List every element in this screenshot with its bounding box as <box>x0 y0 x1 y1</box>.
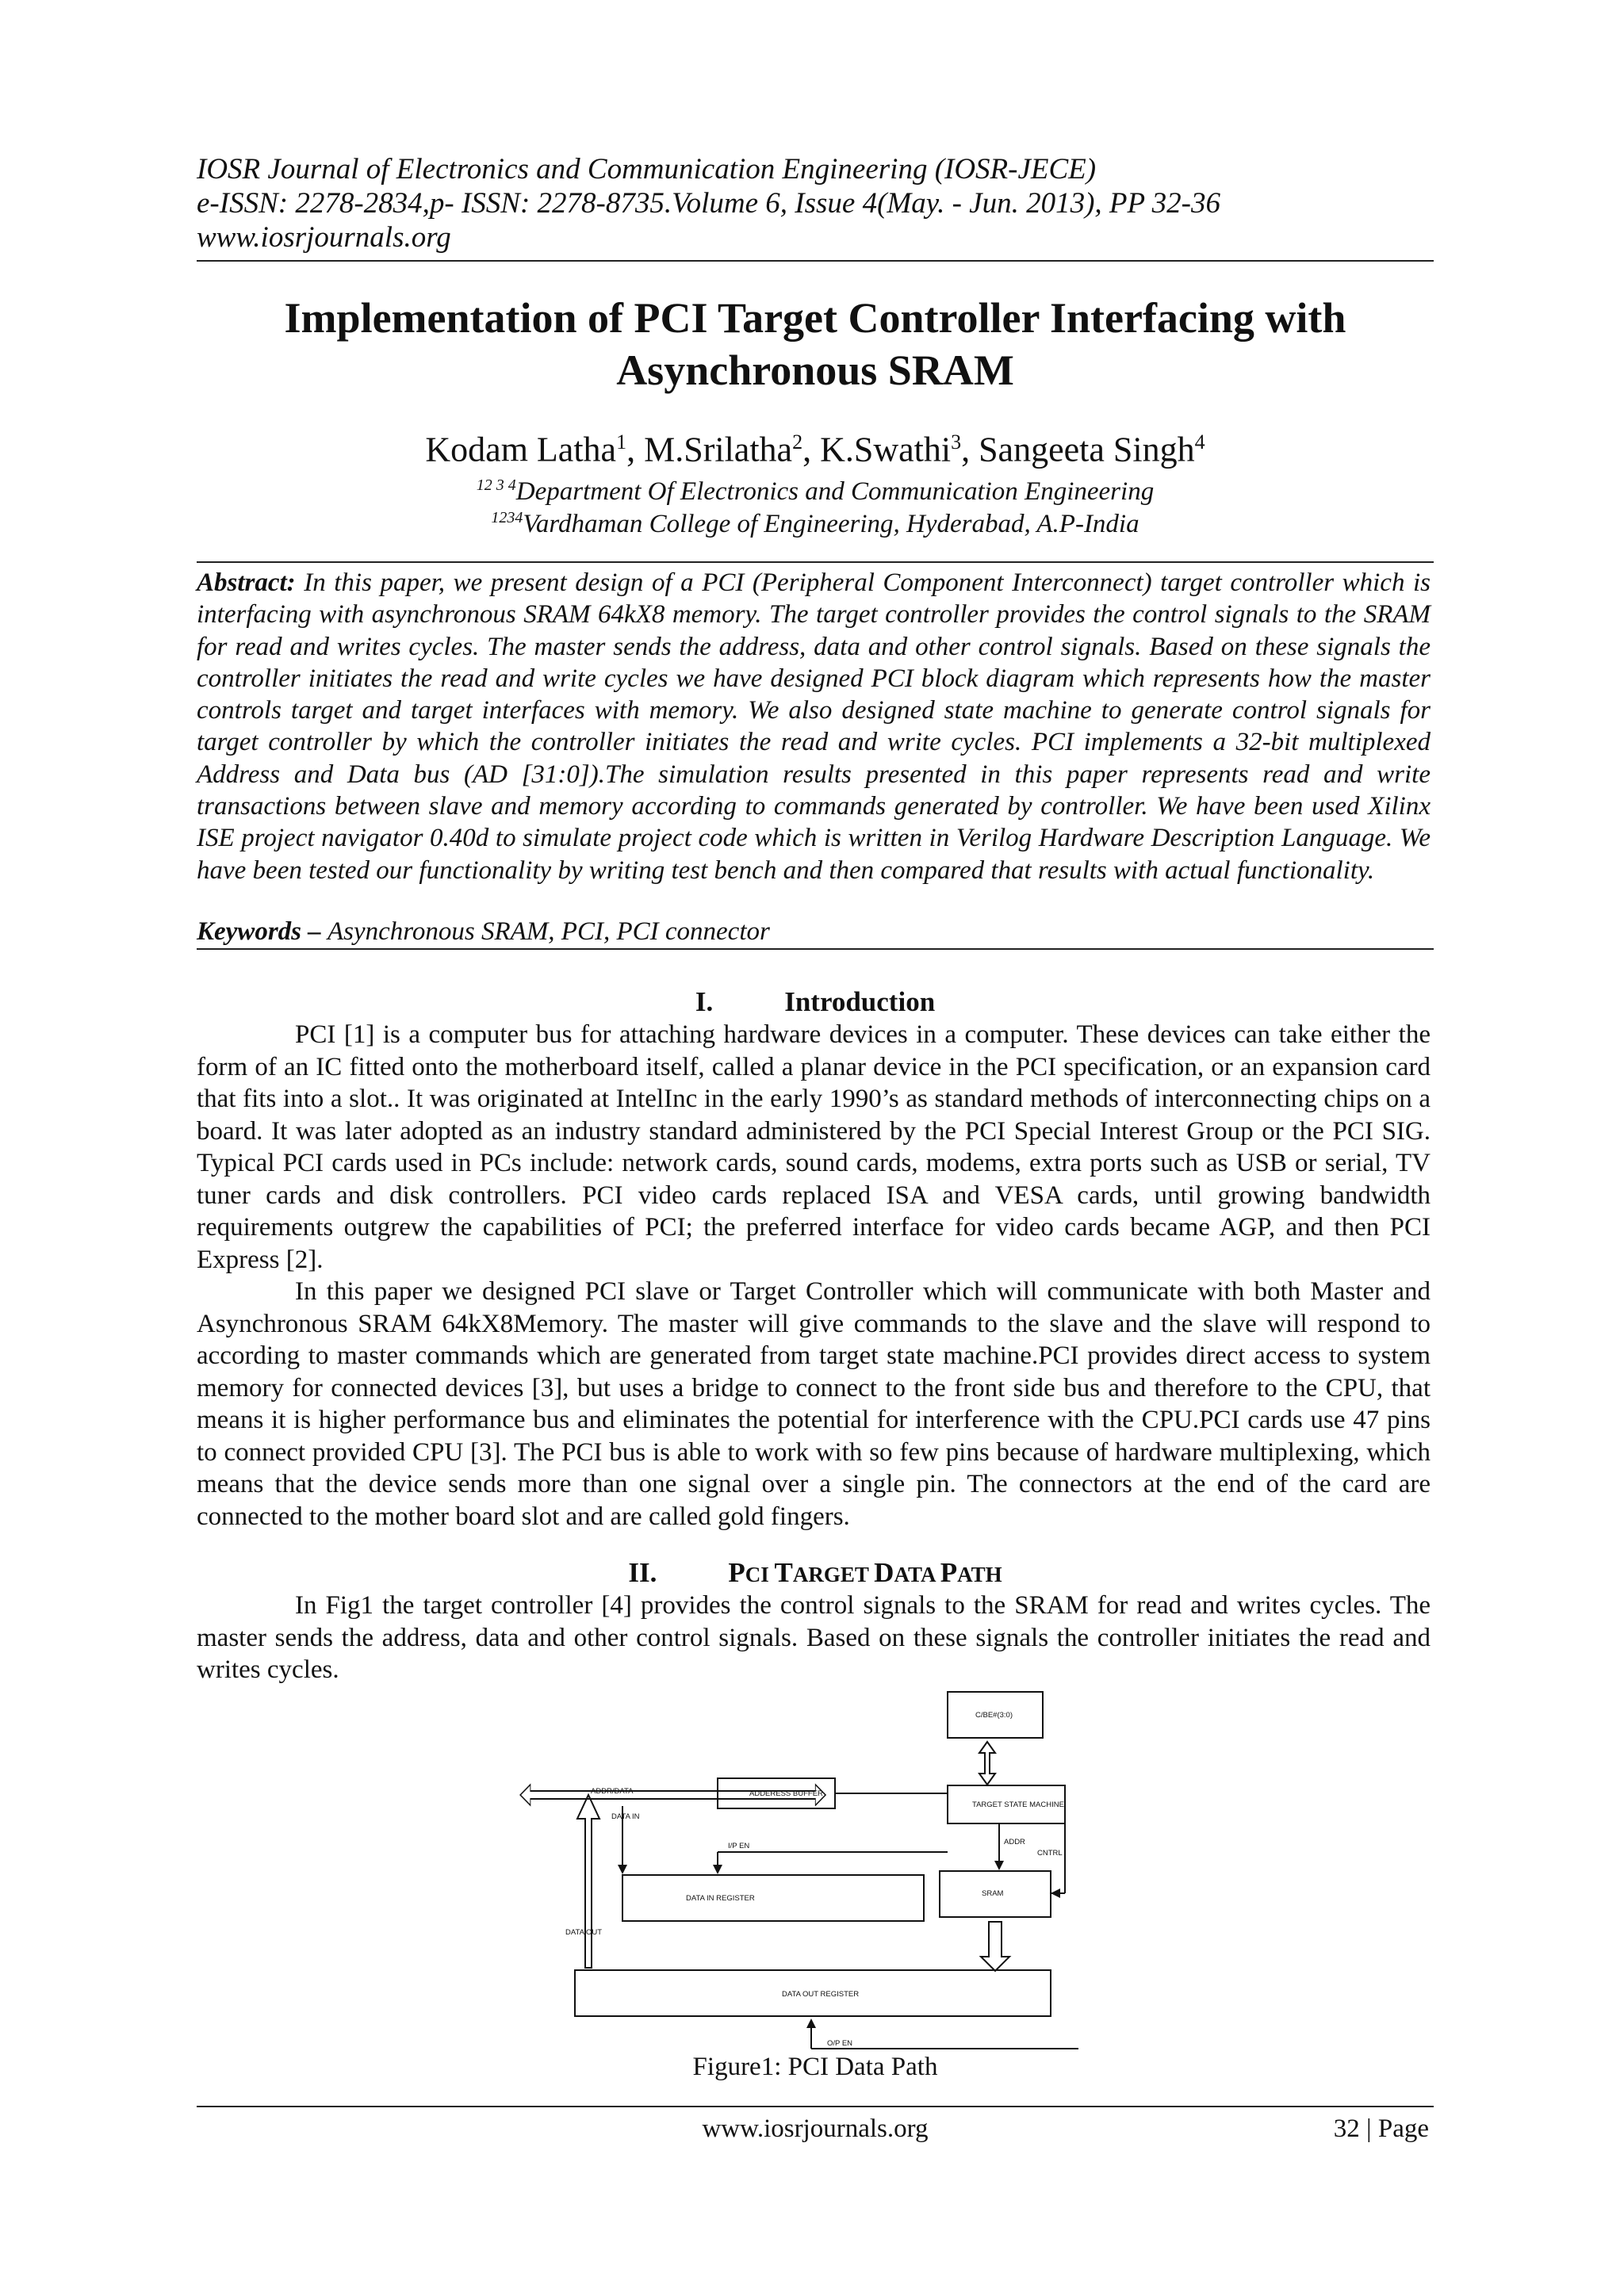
author-sep: , <box>961 430 979 469</box>
label-addr: ADDR <box>1004 1838 1025 1846</box>
label-cntrl: CNTRL <box>1037 1849 1063 1858</box>
cntrl-arrowhead <box>1051 1888 1060 1898</box>
author-sup: 2 <box>792 430 803 453</box>
author-name: Sangeeta Singh <box>979 430 1195 469</box>
cbe-tsm-arrow <box>979 1742 995 1785</box>
keywords-label: Keywords – <box>197 917 327 946</box>
title-line-1: Implementation of PCI Target Controller Interfacing with <box>284 294 1346 342</box>
label-data-out: DATA OUT <box>565 1928 603 1937</box>
author-name: K.Swathi <box>820 430 952 469</box>
section-title: PCI TARGET DATA PATH <box>728 1557 1002 1588</box>
abstract <box>197 567 1431 886</box>
affiliation-college <box>197 502 1434 540</box>
keywords <box>197 916 1431 947</box>
footer-url[interactable]: www.iosrjournals.org <box>702 2114 929 2143</box>
label-op-en: O/P EN <box>827 2039 853 2048</box>
title-line-2: Asynchronous SRAM <box>616 346 1014 394</box>
affiliation-sup: 12 3 4 <box>476 476 516 494</box>
affiliation-text: Department Of Electronics and Communication Engineering <box>515 477 1155 506</box>
label-target-state-machine: TARGET STATE MACHINE <box>972 1800 1064 1809</box>
figure-caption: Figure1: PCI Data Path <box>692 2053 938 2081</box>
label-data-in-register: DATA IN REGISTER <box>686 1894 755 1903</box>
abstract-top-rule <box>197 561 1434 563</box>
label-address-buffer: ADDERESS BUFFER <box>749 1789 823 1798</box>
data-out-arrow <box>577 1795 599 1968</box>
journal-issn: e-ISSN: 2278-2834,p- ISSN: 2278-8735.Volume 6, Issue 4(May. - Jun. 2013), PP 32-36 <box>197 187 1221 220</box>
label-cbe: C/BE#(3:0) <box>975 1711 1013 1720</box>
affiliation-text: Vardhaman College of Engineering, Hyderabad, A.P-India <box>523 510 1139 538</box>
journal-name: IOSR Journal of Electronics and Communication Engineering (IOSR-JECE) <box>197 153 1097 186</box>
label-data-in: DATA IN <box>611 1812 640 1821</box>
sram-to-dataout-arrow <box>981 1922 1009 1971</box>
label-ip-en: I/P EN <box>728 1842 750 1850</box>
addr-arrowhead <box>994 1861 1004 1870</box>
author-sup: 4 <box>1194 430 1205 453</box>
section-title: Introduction <box>784 986 936 1017</box>
journal-header <box>197 152 1434 254</box>
affiliation-sup: 1234 <box>491 509 523 526</box>
author-sep: , <box>802 430 821 469</box>
abstract-label: Abstract: <box>197 568 296 597</box>
paragraph: In Fig1 the target controller [4] provides the control signals to the SRAM for read and writes cycles. The master sends the address, data and other control signals. Based on these signals the controller initiates the read and writes cycles. <box>197 1591 1431 1684</box>
section-body-introduction <box>197 1019 1431 1533</box>
paper-title <box>197 292 1434 396</box>
abstract-text: In this paper, we present design of a PCI (Peripheral Component Interconnect) target controller which is interfacing with asynchronous SRAM 64kX8 memory. The target controller provides the control signals to the SRAM for read and writes cycles. The master sends the address, data and other control signals. Based on these signals the controller initiates the read and write cycles we have designed PCI block diagram which represents how the master controls target and target interfaces with memory. We also designed state machine to generate control signals for target controller by which the controller initiates the read and write cycles. PCI implements a 32-bit multiplexed Address and Data bus (AD [31:0]).The simulation results presented in this paper represents read and write transactions between slave and memory according to commands generated by controller. We have been used Xilinx ISE project navigator 0.40d to simulate project code which is written in Verilog Hardware Description Language. We have been tested our functionality by writing test bench and then compared that results with actual functionality. <box>197 568 1431 885</box>
author-name: M.Srilatha <box>644 430 793 469</box>
author-sep: , <box>626 430 645 469</box>
pci-data-path-diagram <box>508 1689 1078 2053</box>
paragraph: In this paper we designed PCI slave or Target Controller which will communicate with both Master and Asynchronous SRAM 64kX8Memory. The master will give commands to the slave and the slave will respond to according to master commands which are generated from target state machine.PCI provides direct access to system memory for connected devices [3], but uses a bridge to connect to the front side bus and therefore to the CPU, that means it is higher performance bus and eliminates the potential for interference with the CPU.PCI cards use 47 pins to connect provided CPU [3]. The PCI bus is able to work with so few pins because of hardware multiplexing, which means that the device sends more than one signal over a single pin. The connectors at the end of the card are connected to the mother board slot and are called gold fingers. <box>197 1277 1431 1531</box>
section-body-data-path <box>197 1590 1431 1686</box>
footer-rule <box>197 2106 1434 2107</box>
label-addr-data: ADDR/DATA <box>591 1787 634 1796</box>
ip-en-arrowhead <box>713 1865 722 1874</box>
keywords-text: Asynchronous SRAM, PCI, PCI connector <box>327 917 770 946</box>
data-in-arrowhead <box>618 1865 627 1874</box>
label-sram: SRAM <box>982 1889 1004 1898</box>
op-en-arrowhead <box>806 2019 816 2028</box>
label-data-out-register: DATA OUT REGISTER <box>782 1990 860 1999</box>
paragraph: PCI [1] is a computer bus for attaching hardware devices in a computer. These devices can take either the form of an IC fitted onto the motherboard itself, called a planar device in the PCI specification, or an expansion card that fits into a slot.. It was originated at IntelInc in the early 1990’s as standard methods of interconnecting chips on a board. It was later adopted as an industry standard administered by the PCI Special Interest Group or the PCI SIG. Typical PCI cards used in PCs include: network cards, sound cards, modems, extra ports such as USB or serial, TV tuner cards and disk controllers. PCI video cards replaced ISA and VESA cards, until growing bandwidth requirements outgrew the capabilities of PCI; the preferred interface for video cards became AGP, and then PCI Express [2]. <box>197 1020 1431 1274</box>
footer-page-number: 32 | Page <box>1333 2114 1429 2143</box>
journal-url[interactable]: www.iosrjournals.org <box>197 221 451 254</box>
abstract-bottom-rule <box>197 948 1434 950</box>
section-heading-introduction <box>197 985 1434 1019</box>
author-sup: 3 <box>951 430 962 453</box>
section-heading-data-path <box>197 1556 1434 1591</box>
section-number: II. <box>628 1557 657 1588</box>
author-list <box>197 420 1434 473</box>
author-sup: 1 <box>616 430 627 453</box>
author-name: Kodam Latha <box>425 430 617 469</box>
data-in-register-box <box>622 1875 924 1921</box>
section-number: I. <box>695 986 714 1017</box>
header-rule <box>197 260 1434 262</box>
